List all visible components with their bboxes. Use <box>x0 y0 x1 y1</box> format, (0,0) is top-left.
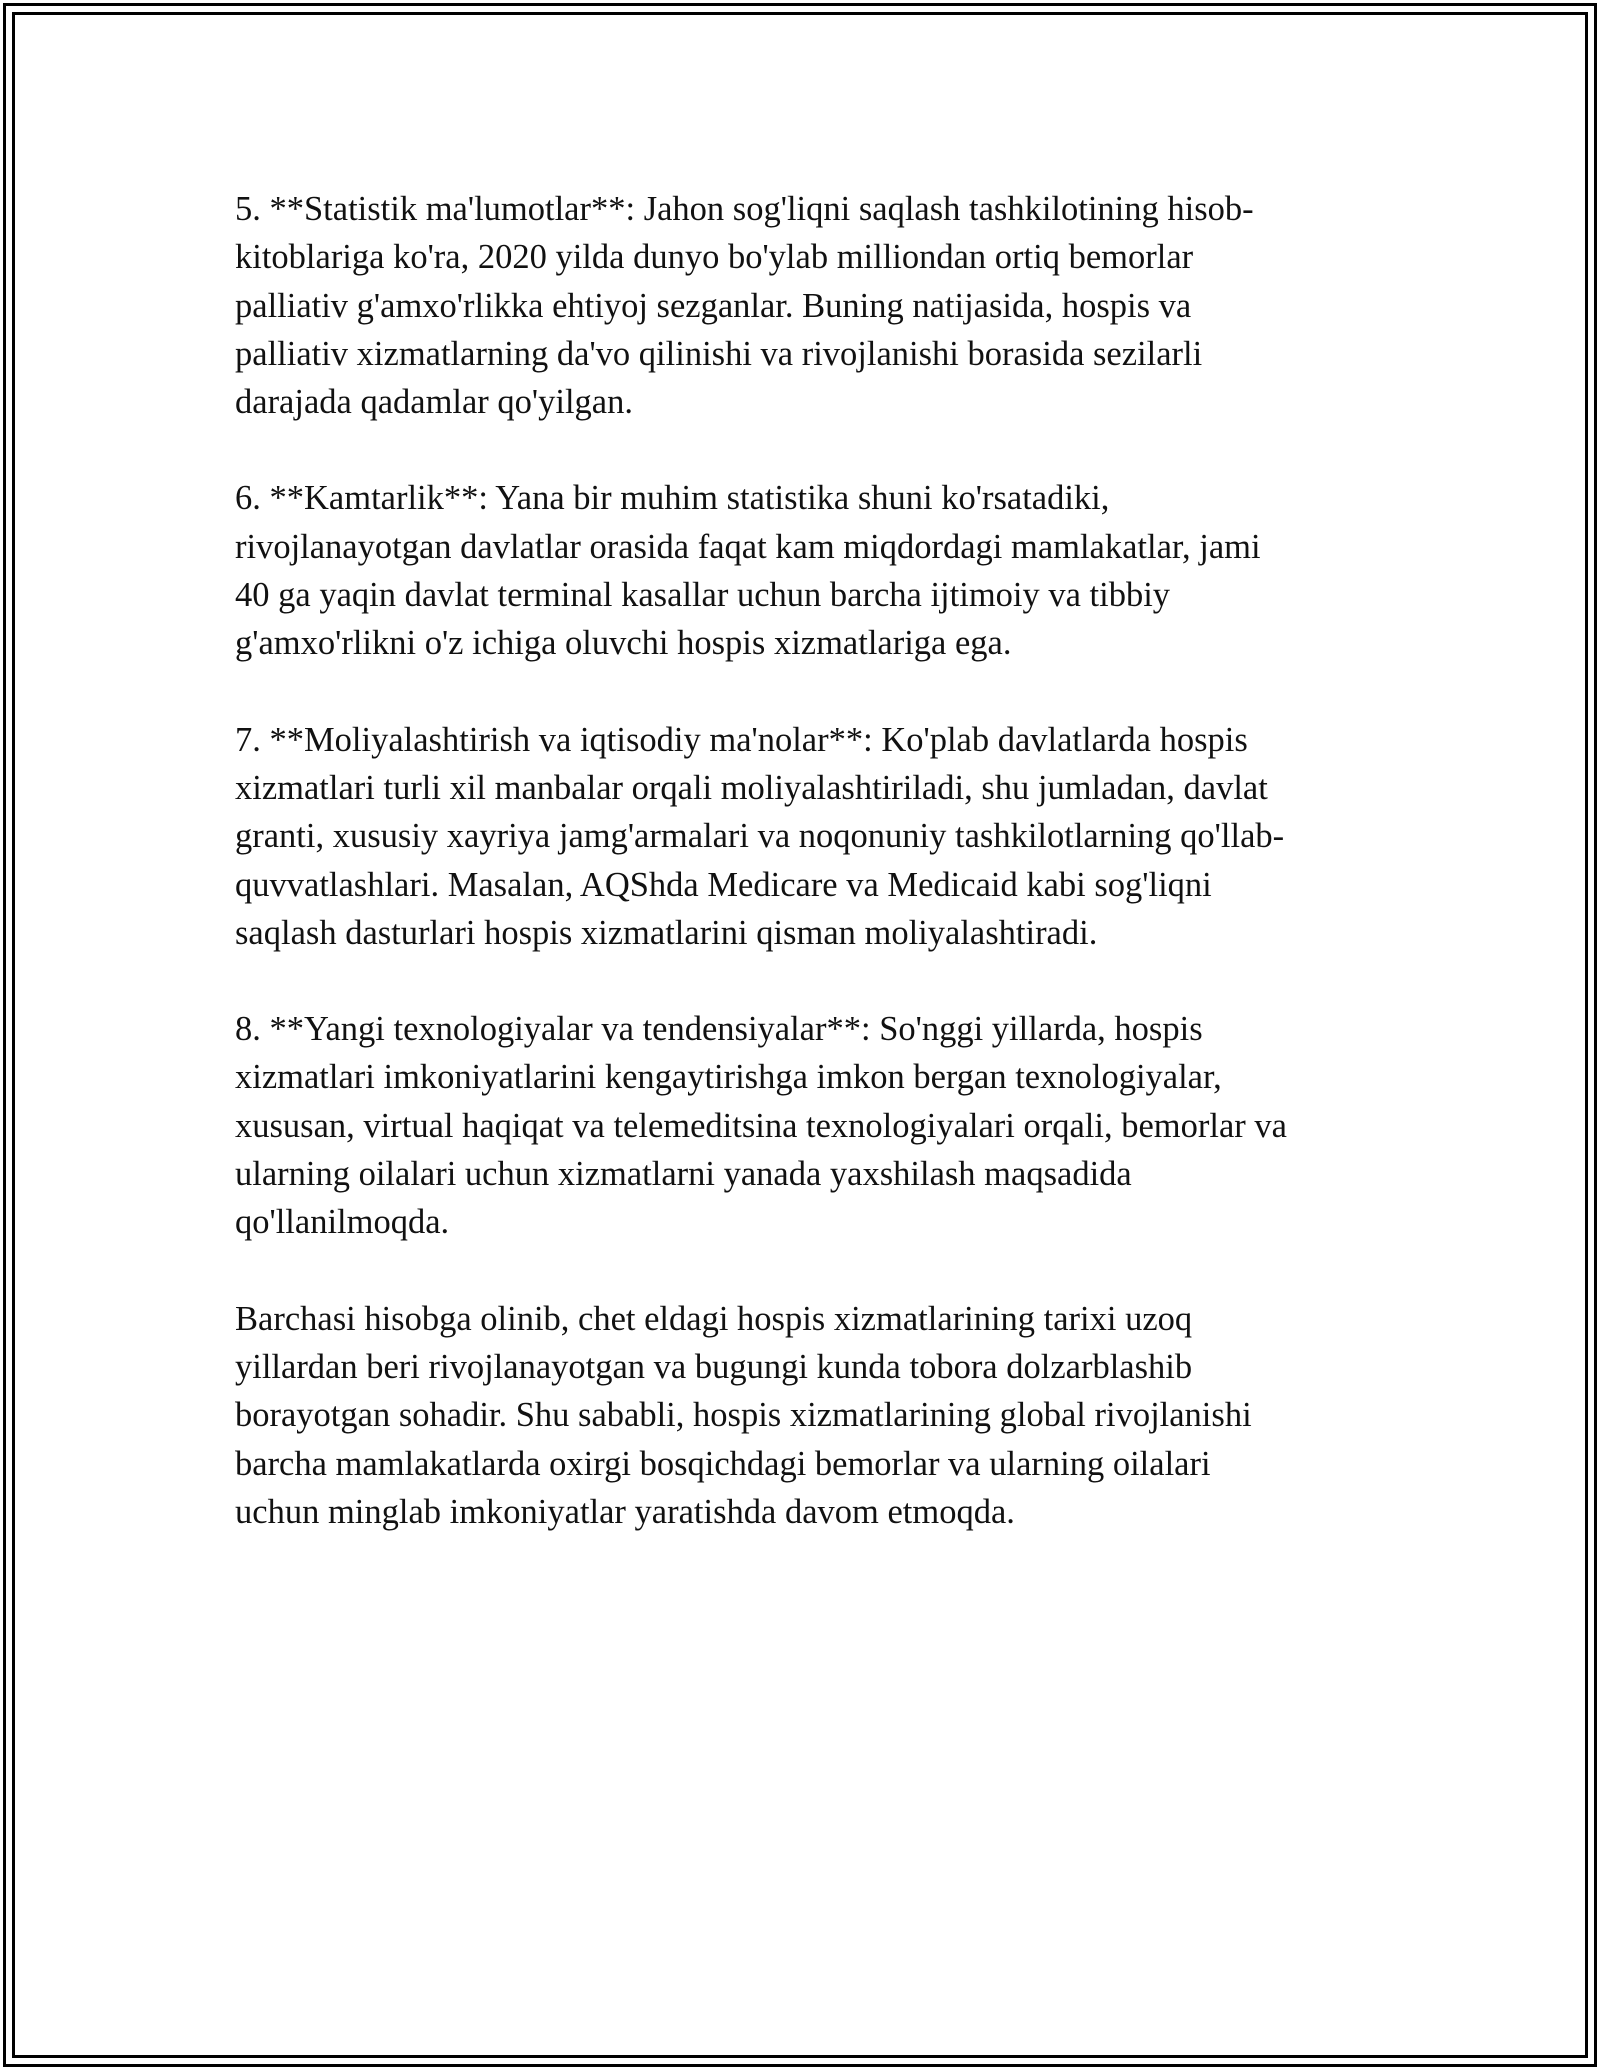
text-line: Barchasi hisobga olinib, chet eldagi hospis xizmatlarining tarixi uzoq <box>235 1299 1193 1338</box>
text-line: quvvatlashlari. Masalan, AQShda Medicare va Medicaid kabi sog'liqni <box>235 865 1212 904</box>
text-line: 8. **Yangi texnologiyalar va tendensiyalar**: So'nggi yillarda, hospis <box>235 1010 1203 1049</box>
text-line: 6. **Kamtarlik**: Yana bir muhim statistika shuni ko'rsatadiki, <box>235 479 1110 518</box>
text-line: qo'llanilmoqda. <box>235 1203 450 1242</box>
paragraph-technologies <box>235 1005 1365 1246</box>
text-line: 5. **Statistik ma'lumotlar**: Jahon sog'liqni saqlash tashkilotining hisob- <box>235 190 1254 228</box>
paragraph-financing <box>235 716 1365 957</box>
text-line: barcha mamlakatlarda oxirgi bosqichdagi bemorlar va ularning oilalari <box>235 1444 1211 1483</box>
paragraph-conclusion <box>235 1295 1365 1536</box>
text-line: 7. **Moliyalashtirish va iqtisodiy ma'nolar**: Ko'plab davlatlarda hospis <box>235 720 1248 759</box>
paragraph-statistics <box>235 185 1365 426</box>
text-line: darajada qadamlar qo'yilgan. <box>235 383 633 422</box>
text-line: borayotgan sohadir. Shu sababli, hospis xizmatlarining global rivojlanishi <box>235 1396 1252 1435</box>
text-line: rivojlanayotgan davlatlar orasida faqat kam miqdordagi mamlakatlar, jami <box>235 527 1261 566</box>
text-line: 40 ga yaqin davlat terminal kasallar uchun barcha ijtimoiy va tibbiy <box>235 576 1171 615</box>
document-body <box>235 185 1365 1584</box>
text-line: ularning oilalari uchun xizmatlarni yanada yaxshilash maqsadida <box>235 1155 1132 1194</box>
text-line: saqlash dasturlari hospis xizmatlarini qisman moliyalashtiradi. <box>235 913 1098 952</box>
text-line: palliativ xizmatlarning da'vo qilinishi va rivojlanishi borasida sezilarli <box>235 334 1203 373</box>
paragraph-kamtarlik <box>235 474 1365 667</box>
text-line: xizmatlari turli xil manbalar orqali moliyalashtiriladi, shu jumladan, davlat <box>235 768 1268 807</box>
text-line: yillardan beri rivojlanayotgan va bugungi kunda tobora dolzarblashib <box>235 1347 1193 1386</box>
text-line: granti, xususiy xayriya jamg'armalari va noqonuniy tashkilotlarning qo'llab- <box>235 817 1285 856</box>
text-line: g'amxo'rlikni o'z ichiga oluvchi hospis xizmatlariga ega. <box>235 624 1012 663</box>
text-line: uchun minglab imkoniyatlar yaratishda davom etmoqda. <box>235 1492 1015 1531</box>
text-line: kitoblariga ko'ra, 2020 yilda dunyo bo'ylab milliondan ortiq bemorlar <box>235 238 1194 277</box>
text-line: xizmatlari imkoniyatlarini kengaytirishga imkon bergan texnologiyalar, <box>235 1058 1222 1097</box>
text-line: palliativ g'amxo'rlikka ehtiyoj sezganlar. Buning natijasida, hospis va <box>235 286 1192 325</box>
text-line: xususan, virtual haqiqat va telemeditsina texnologiyalari orqali, bemorlar va <box>235 1106 1287 1145</box>
